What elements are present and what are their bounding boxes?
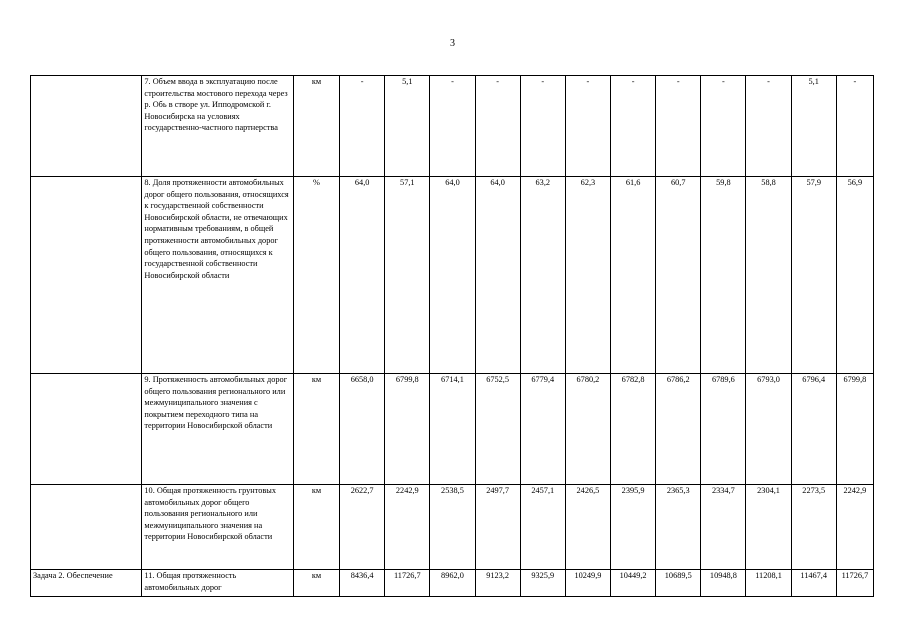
value-cell: 10249,9 xyxy=(565,570,610,597)
value-cell: 8962,0 xyxy=(430,570,475,597)
indicator-name-cell: 7. Объем ввода в эксплуатацию после строительства мостового перехода через р. Обь в створе ул. Ипподромской г. Новосибирска на условиях государственно-частного партнерства xyxy=(142,76,294,177)
value-cell: - xyxy=(701,76,746,177)
value-cell: 2457,1 xyxy=(520,485,565,570)
unit-cell: % xyxy=(293,177,339,374)
indicators-table xyxy=(30,75,874,597)
value-cell: 57,1 xyxy=(385,177,430,374)
value-cell: 2395,9 xyxy=(611,485,656,570)
value-cell: 2242,9 xyxy=(385,485,430,570)
value-cell: - xyxy=(611,76,656,177)
unit-cell: км xyxy=(293,485,339,570)
table-row xyxy=(31,76,874,177)
value-cell: - xyxy=(746,76,791,177)
unit-cell: км xyxy=(293,570,339,597)
value-cell: 2273,5 xyxy=(791,485,836,570)
value-cell: 5,1 xyxy=(385,76,430,177)
indicator-name-cell: 8. Доля протяженности автомобильных дорог общего пользования, относящихся к государственной собственности Новосибирской области, не отвечающих нормативным требованиям, в общей протяженности автомобильных дорог общего пользования, относящихся к государственной собственности Новосибирской области xyxy=(142,177,294,374)
value-cell: - xyxy=(520,76,565,177)
value-cell: 8436,4 xyxy=(340,570,385,597)
value-cell: - xyxy=(475,76,520,177)
value-cell: - xyxy=(565,76,610,177)
task-cell xyxy=(31,374,142,485)
value-cell: 6786,2 xyxy=(656,374,701,485)
unit-cell: км xyxy=(293,374,339,485)
table-row xyxy=(31,485,874,570)
unit-cell: км xyxy=(293,76,339,177)
value-cell: 11208,1 xyxy=(746,570,791,597)
value-cell: 9123,2 xyxy=(475,570,520,597)
value-cell: 2304,1 xyxy=(746,485,791,570)
value-cell: 6779,4 xyxy=(520,374,565,485)
value-cell: 6789,6 xyxy=(701,374,746,485)
value-cell: - xyxy=(656,76,701,177)
value-cell: 2622,7 xyxy=(340,485,385,570)
value-cell: 6799,8 xyxy=(385,374,430,485)
value-cell: 10948,8 xyxy=(701,570,746,597)
value-cell: 10449,2 xyxy=(611,570,656,597)
value-cell: 63,2 xyxy=(520,177,565,374)
value-cell: 11726,7 xyxy=(836,570,873,597)
value-cell: 10689,5 xyxy=(656,570,701,597)
value-cell: 11467,4 xyxy=(791,570,836,597)
value-cell: 5,1 xyxy=(791,76,836,177)
value-cell: 6658,0 xyxy=(340,374,385,485)
indicator-name-cell: 9. Протяженность автомобильных дорог общего пользования регионального или межмуниципального значения с покрытием переходного типа на территории Новосибирской области xyxy=(142,374,294,485)
value-cell: 57,9 xyxy=(791,177,836,374)
value-cell: 6793,0 xyxy=(746,374,791,485)
value-cell: 2497,7 xyxy=(475,485,520,570)
value-cell: 6714,1 xyxy=(430,374,475,485)
value-cell: 64,0 xyxy=(430,177,475,374)
task-cell xyxy=(31,177,142,374)
task-cell xyxy=(31,76,142,177)
page-number: 3 xyxy=(450,38,455,49)
indicator-name-cell: 11. Общая протяженность автомобильных дорог xyxy=(142,570,294,597)
value-cell: 60,7 xyxy=(656,177,701,374)
value-cell: 2334,7 xyxy=(701,485,746,570)
value-cell: 2365,3 xyxy=(656,485,701,570)
task-cell xyxy=(31,485,142,570)
value-cell: 2538,5 xyxy=(430,485,475,570)
value-cell: 2242,9 xyxy=(836,485,873,570)
value-cell: 9325,9 xyxy=(520,570,565,597)
value-cell: 58,8 xyxy=(746,177,791,374)
value-cell: 6782,8 xyxy=(611,374,656,485)
value-cell: - xyxy=(430,76,475,177)
value-cell: 64,0 xyxy=(475,177,520,374)
value-cell: 6780,2 xyxy=(565,374,610,485)
value-cell: 61,6 xyxy=(611,177,656,374)
value-cell: 11726,7 xyxy=(385,570,430,597)
table-row xyxy=(31,570,874,597)
value-cell: 64,0 xyxy=(340,177,385,374)
value-cell: - xyxy=(340,76,385,177)
value-cell: 6796,4 xyxy=(791,374,836,485)
value-cell: 59,8 xyxy=(701,177,746,374)
value-cell: 6799,8 xyxy=(836,374,873,485)
value-cell: 62,3 xyxy=(565,177,610,374)
value-cell: 2426,5 xyxy=(565,485,610,570)
table-row xyxy=(31,374,874,485)
value-cell: 56,9 xyxy=(836,177,873,374)
task-cell: Задача 2. Обеспечение xyxy=(31,570,142,597)
indicator-name-cell: 10. Общая протяженность грунтовых автомобильных дорог общего пользования регионального или межмуниципального значения на территории Новосибирской области xyxy=(142,485,294,570)
value-cell: - xyxy=(836,76,873,177)
table-row xyxy=(31,177,874,374)
value-cell: 6752,5 xyxy=(475,374,520,485)
